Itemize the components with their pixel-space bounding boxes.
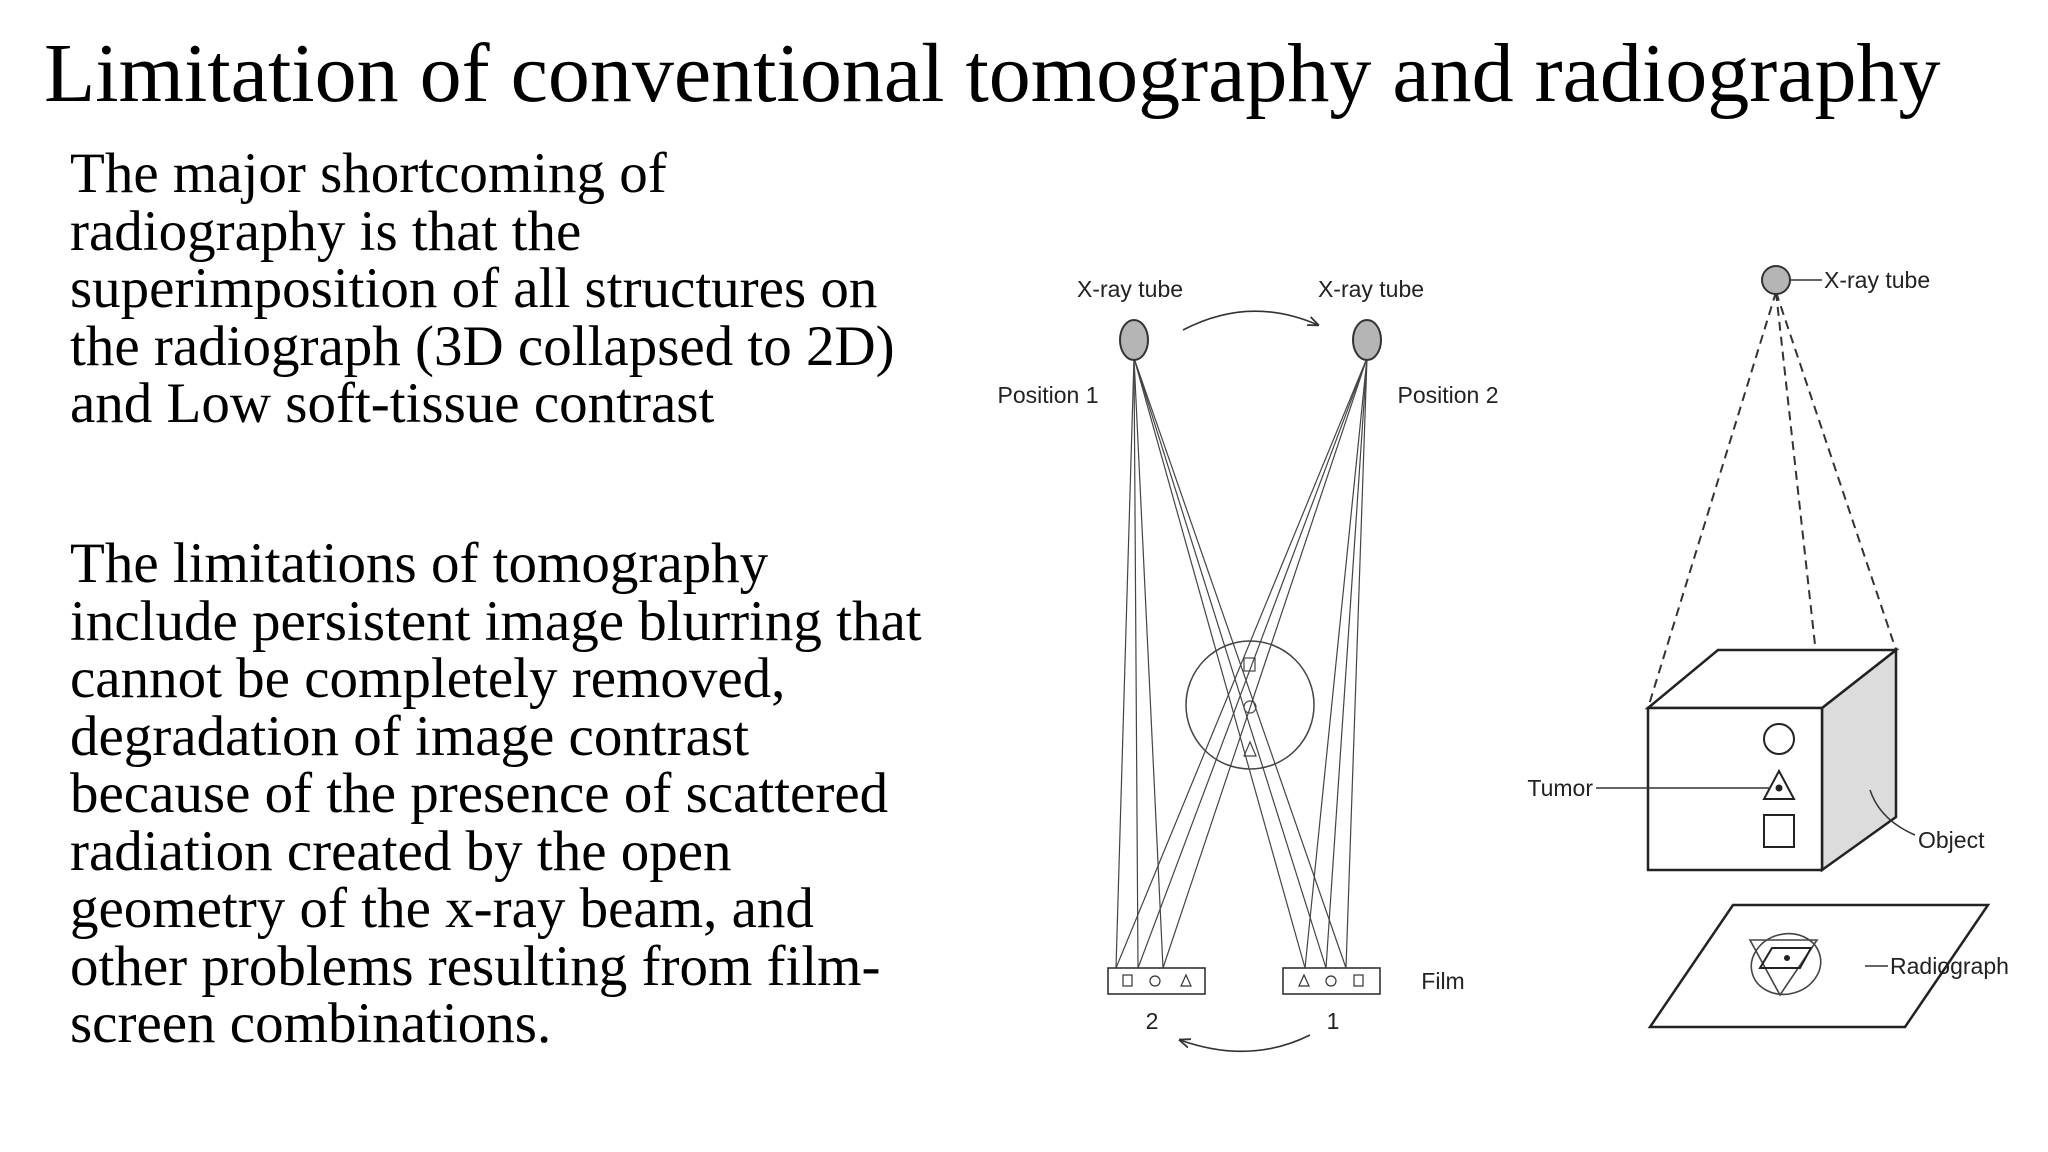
film-1 <box>1283 968 1380 994</box>
paragraph-line: geometry of the x-ray beam, and <box>70 877 814 940</box>
film-number-1: 1 <box>1326 1008 1340 1034</box>
paragraph-line: superimposition of all structures on <box>70 257 878 320</box>
xray-beam-lines <box>1648 292 1896 708</box>
paragraph-line: radiation created by the open <box>70 819 732 883</box>
tumor-label: Tumor <box>1527 775 1593 801</box>
paragraph-line: radiography is that the <box>70 199 582 263</box>
paragraph-line: cannot be completely removed, <box>70 647 786 710</box>
radiography-diagram <box>1510 250 2030 1080</box>
object-label: Object <box>1918 827 1985 853</box>
slide-title: Limitation of conventional tomography and radiography <box>44 27 1941 120</box>
film-label: Film <box>1421 968 1465 994</box>
paragraph-line: degradation of image contrast <box>70 704 749 768</box>
tumor-dot <box>1776 785 1783 792</box>
paragraph-line: include persistent image blurring that <box>70 589 922 653</box>
object-box <box>1648 650 1896 870</box>
film-motion-arrow <box>1180 1035 1310 1051</box>
film-number-2: 2 <box>1145 1008 1159 1034</box>
paragraph-line: other problems resulting from film- <box>70 934 881 998</box>
xray-tube-position-2 <box>1353 320 1381 360</box>
beam-lines <box>1116 358 1367 968</box>
tube-label-2: X-ray tube <box>1317 276 1425 302</box>
paragraph-line: The major shortcoming of <box>70 142 667 205</box>
tomography-paragraph <box>70 532 1000 1055</box>
xray-tube-position-1 <box>1120 320 1148 360</box>
paragraph-line: The limitations of tomography <box>70 532 769 595</box>
triangle-object <box>1244 742 1256 756</box>
radiography-paragraph <box>70 142 1000 435</box>
paragraph-line: because of the presence of scattered <box>70 762 889 825</box>
paragraph-line: and Low soft-tissue contrast <box>70 372 715 435</box>
tube-label: X-ray tube <box>1824 267 1931 293</box>
paragraph-line: the radiograph (3D collapsed to 2D) <box>70 314 895 378</box>
position-1-label: Position 1 <box>997 382 1099 408</box>
tomography-diagram <box>990 250 1510 1080</box>
tube-motion-arrow <box>1183 311 1318 330</box>
xray-tube <box>1762 266 1790 294</box>
position-2-label: Position 2 <box>1397 382 1499 408</box>
film-2 <box>1108 968 1205 994</box>
paragraph-line: screen combinations. <box>70 992 552 1055</box>
tube-label-1: X-ray tube <box>1076 276 1184 302</box>
patient-cross-section <box>1186 641 1314 769</box>
radiograph-label: Radiograph <box>1890 953 2009 979</box>
